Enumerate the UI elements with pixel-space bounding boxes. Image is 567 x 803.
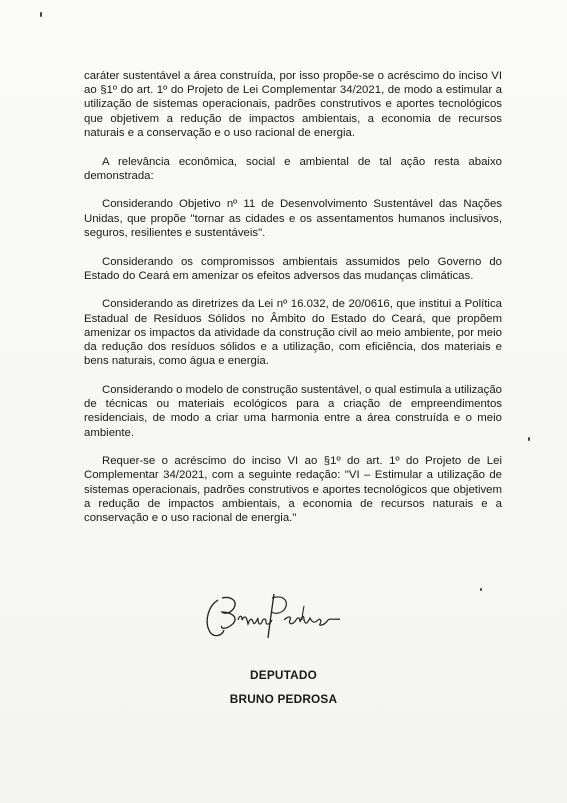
body-text — [84, 69, 502, 540]
paragraph-request: Requer-se o acréscimo do inciso VI ao §1º do art. 1º do Projeto de Lei Complementar 34/2021, com a seguinte redação: "VI – Estimular a utilização de sistemas operacionais, padrões construtivos e aportes tecnológicos que objetivem a redução de impactos ambientais, a economia de recursos naturais e a conservação e o uso racional de energia." — [84, 455, 502, 525]
paragraph-continuation: caráter sustentável a área construída, por isso propõe-se o acréscimo do inciso VI ao §1º do art. 1º do Projeto de Lei Complementar 34/2021, de modo a estimular a utilização de sistemas operacionais, padrões construtivos e aportes tecnológicos que objetivem a redução de impactos ambientais, a economia de recursos naturais e a conservação e o uso racional de energia. — [84, 70, 502, 139]
signer-name: BRUNO PEDROSA — [229, 692, 338, 706]
handwritten-signature — [200, 586, 360, 646]
scan-mark — [480, 588, 482, 591]
scan-mark — [528, 437, 530, 441]
scan-mark — [40, 12, 42, 17]
paragraph-law: Considerando as diretrizes da Lei nº 16.032, de 20/0616, que institui a Política Estadual de Resíduos Sólidos no Âmbito do Estado do Ceará, que propõem amenizar os impactos da atividade da construção civil ao meio ambiente, por meio da redução dos resíduos sólidos e a utilização, com eficiência, dos materiais e bens naturais, como água e energia. — [84, 298, 502, 368]
paragraph-un-objective: Considerando Objetivo nº 11 de Desenvolvimento Sustentável das Nações Unidas, que propõe "tornar as cidades e os assentamentos humanos inclusivos, seguros, resilientes e sustentáveis". — [84, 198, 502, 239]
paragraph-commitments: Considerando os compromissos ambientais assumidos pelo Governo do Estado do Ceará em amenizar os efeitos adversos das mudanças climáticas. — [84, 255, 502, 282]
paragraph-relevance: A relevância econômica, social e ambiental de tal ação resta abaixo demonstrada: — [84, 155, 502, 182]
paragraph-sustainable-model: Considerando o modelo de construção sustentável, o qual estimula a utilização de técnicas ou materiais ecológicos para a criação de empreendimentos residenciais, de modo a criar uma harmonia entre a área construída e o meio ambiente. — [84, 383, 502, 439]
signer-title: DEPUTADO — [250, 668, 317, 682]
